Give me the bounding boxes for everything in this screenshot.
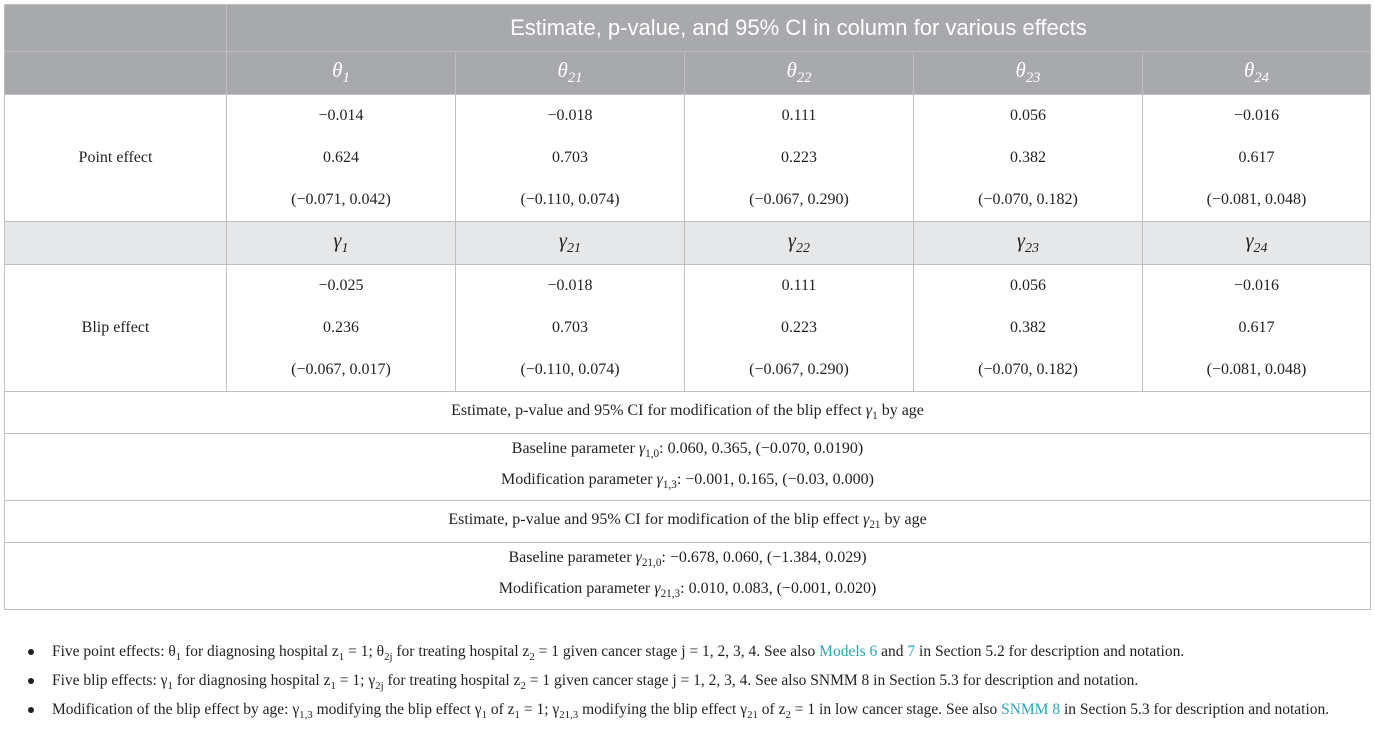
mod21-body-row	[5, 543, 1371, 610]
results-table	[4, 4, 1371, 610]
table-header-row	[5, 5, 1371, 52]
note-item: Modification of the blip effect by age: $\gamma_{1,3}$ modifying the blip effect $\gamma_1$ of $z_1 = 1$; $\gamma_{21,3}$ modifying the blip effect $\gamma_{21}$ of $z_2 = 1$ in low cancer stage. See also SNMM 8 in Section 5.3 for description and notation.	[26, 698, 1356, 727]
table-cell: 0.056 0.382 (−0.070, 0.182)	[914, 265, 1143, 392]
note-item: Five point effects: $\theta_1$ for diagnosing hospital $z_1 = 1$; $\theta_{2j}$ for treating hospital $z_2 = 1$ given cancer stage j = 1, 2, 3, 4. See also Models 6 and 7 in Section 5.2 for description and notation.	[26, 640, 1356, 669]
point-effect-row	[5, 95, 1371, 222]
models-6-link[interactable]: Models 6	[819, 643, 878, 660]
bullet-icon	[28, 678, 34, 684]
table-cell: −0.014 0.624 (−0.071, 0.042)	[227, 95, 456, 222]
mod21-baseline: Baseline parameter $\gamma_{21,0}$: −0.678, 0.060, (−1.384, 0.029)	[508, 548, 867, 569]
gamma-header: $\gamma_{22}$	[685, 222, 914, 265]
gamma-header-corner	[5, 222, 227, 265]
mod1-baseline: Baseline parameter $\gamma_{1,0}$: 0.060, 0.365, (−0.070, 0.0190)	[511, 439, 864, 460]
row-label: Point effect	[5, 95, 227, 222]
table-cell: 0.111 0.223 (−0.067, 0.290)	[685, 95, 914, 222]
gamma-header: $\gamma_{21}$	[456, 222, 685, 265]
snmm-8-link[interactable]: SNMM 8	[1001, 701, 1061, 719]
note-item: Five blip effects: $\gamma_1$ for diagnosing hospital $z_1 = 1$; $\gamma_{2j}$ for treating hospital $z_2 = 1$ given cancer stage j = 1, 2, 3, 4. See also SNMM 8 in Section 5.3 for description and notation.	[26, 669, 1356, 698]
mod1-body	[5, 434, 1371, 501]
table-cell: 0.111 0.223 (−0.067, 0.290)	[685, 265, 914, 392]
theta-header: $\theta_{21}$	[456, 52, 685, 95]
gamma-header: $\gamma_{23}$	[914, 222, 1143, 265]
theta-header: $\theta_{23}$	[914, 52, 1143, 95]
table-cell: −0.016 0.617 (−0.081, 0.048)	[1143, 265, 1371, 392]
theta-header: $\theta_{22}$	[685, 52, 914, 95]
table-cell: −0.016 0.617 (−0.081, 0.048)	[1143, 95, 1371, 222]
table-cell: −0.018 0.703 (−0.110, 0.074)	[456, 265, 685, 392]
model-7-link[interactable]: 7	[907, 643, 916, 660]
header-corner-2	[5, 52, 227, 95]
mod21-body	[5, 543, 1371, 610]
mod21-title: Estimate, p-value and 95% CI for modification of the blip effect $\gamma_{21}$ by age	[5, 501, 1371, 543]
theta-header: $\theta_1$	[227, 52, 456, 95]
gamma-header-row	[5, 222, 1371, 265]
gamma-header: $\gamma_{24}$	[1143, 222, 1371, 265]
mod21-modification: Modification parameter $\gamma_{21,3}$: 0.010, 0.083, (−0.001, 0.020)	[498, 580, 877, 601]
bullet-icon	[28, 649, 34, 655]
mod1-title: Estimate, p-value and 95% CI for modification of the blip effect $\gamma_1$ by age	[5, 392, 1371, 434]
table-cell: 0.056 0.382 (−0.070, 0.182)	[914, 95, 1143, 222]
bullet-icon	[28, 707, 34, 713]
row-label: Blip effect	[5, 265, 227, 392]
table-notes	[26, 640, 1356, 727]
gamma-header: $\gamma_1$	[227, 222, 456, 265]
table-cell: −0.025 0.236 (−0.067, 0.017)	[227, 265, 456, 392]
theta-header-row	[5, 52, 1371, 95]
mod1-body-row	[5, 434, 1371, 501]
mod1-title-row	[5, 392, 1371, 434]
table-title: Estimate, p-value, and 95% CI in column for various effects	[227, 5, 1371, 52]
blip-effect-row	[5, 265, 1371, 392]
header-corner	[5, 5, 227, 52]
mod1-modification: Modification parameter $\gamma_{1,3}$: −0.001, 0.165, (−0.03, 0.000)	[501, 471, 874, 492]
mod21-title-row	[5, 501, 1371, 543]
theta-header: $\theta_{24}$	[1143, 52, 1371, 95]
table-cell: −0.018 0.703 (−0.110, 0.074)	[456, 95, 685, 222]
